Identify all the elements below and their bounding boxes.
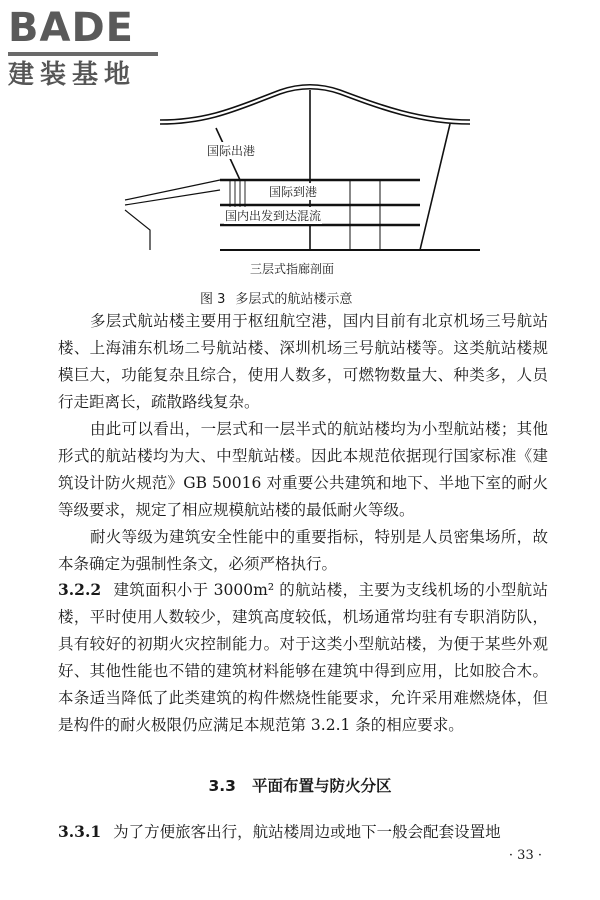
roof-curve-inner [160, 89, 470, 124]
section-number: 3.3 [208, 777, 236, 795]
label-international-arrival: 国际到港 [269, 185, 318, 199]
section-heading-3-3 [0, 774, 600, 796]
figure-caption [200, 288, 352, 307]
logo-tagline: 建装基地 [8, 60, 137, 90]
publisher-logo [8, 6, 178, 90]
label-domestic-mixed: 国内出发到达混流 [225, 209, 322, 223]
inner-columns [350, 180, 380, 250]
section-title: 平面布置与防火分区 [251, 777, 392, 795]
clause-3-2-2 [58, 576, 548, 739]
label-international-departure: 国际出港 [207, 144, 256, 158]
logo-divider [8, 52, 158, 56]
terminal-section-figure [120, 80, 500, 280]
page-number: · 33 · [508, 848, 542, 863]
logo-brand: BADE [8, 5, 134, 51]
paragraph-multilevel-terminals: 多层式航站楼主要用于枢纽航空港，国内目前有北京机场三号航站楼、上海浦东机场二号航站楼、深圳机场三号航站楼等。这类航站楼规模巨大，功能复杂且综合，使用人数多，可燃物数量大、种类多，人员行走距离长，疏散路线复杂。 [58, 312, 548, 411]
terminal-section-drawing [120, 80, 500, 280]
clause-3-3-1 [58, 818, 548, 846]
figure-caption-number: 图 3 [200, 292, 226, 307]
roof-curve [160, 85, 470, 120]
figure-subcaption: 三层式指廊剖面 [250, 262, 335, 276]
paragraph-mandatory-clause: 耐火等级为建筑安全性能中的重要指标，特别是人员密集场所，故本条确定为强制性条文，必须严格执行。 [58, 528, 548, 573]
aircraft-nose [125, 210, 150, 250]
figure-caption-title: 多层式的航站楼示意 [235, 292, 353, 307]
clause-text: 建筑面积小于 3000m² 的航站楼，主要为支线机场的小型航站楼，平时使用人数较少，建筑高度较低，机场通常均驻有专职消防队，具有较好的初期火灾控制能力。对于这类小型航站楼，为便于某些外观好、其他性能也不错的建筑材料能够在建筑中得到应用，比如胶合木。本条适当降低了此类建筑的构件燃烧性能要求，允许采用难燃烧体，但是构件的耐火极限仍应满足本规范第 3.2.1 条的相应要求。 [58, 581, 548, 734]
clause-number: 3.3.1 [58, 822, 102, 841]
right-column [420, 124, 450, 250]
paragraph-fire-resistance-basis: 由此可以看出，一层式和一层半式的航站楼均为小型航站楼；其他形式的航站楼均为大、中型航站楼。因此本规范依据现行国家标准《建筑设计防火规范》GB 50016 对重要公共建筑和地下、半地下室的耐火等级要求，规定了相应规模航站楼的最低耐火等级。 [58, 420, 548, 519]
clause-text: 为了方便旅客出行，航站楼周边或地下一般会配套设置地 [113, 823, 501, 841]
clause-number: 3.2.2 [58, 580, 102, 599]
